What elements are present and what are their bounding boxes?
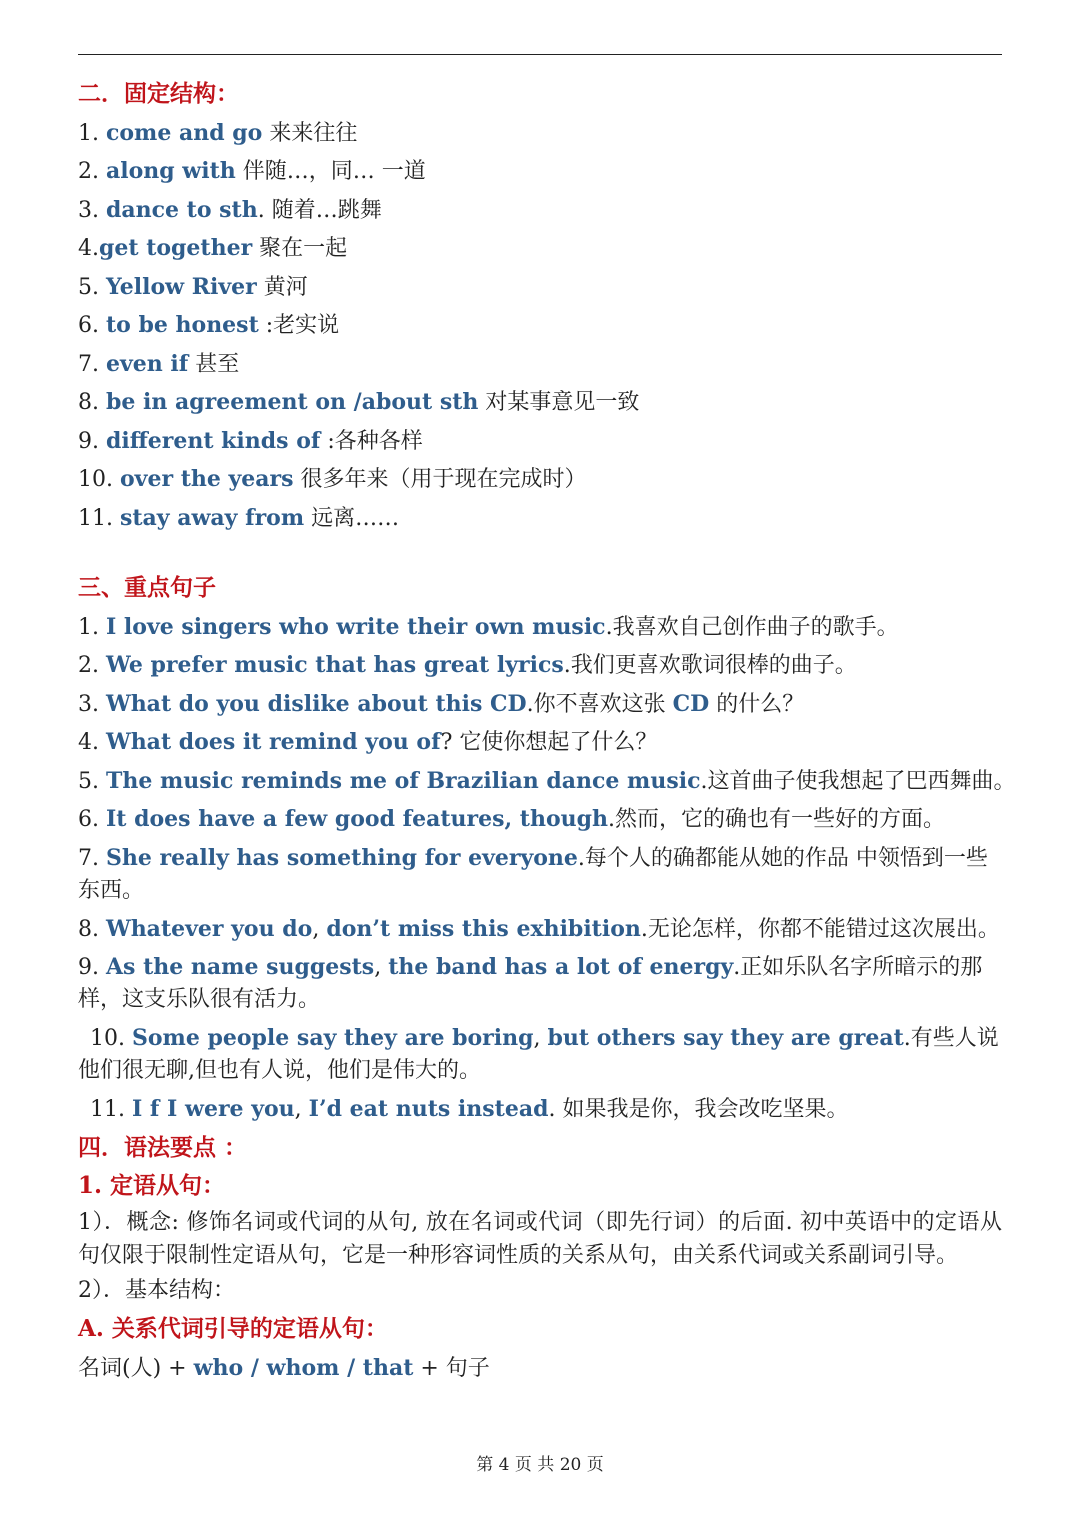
list-item: 2. along with 伴随…，同… 一道 — [78, 158, 426, 184]
sentence-item: 1. I love singers who write their own music.我喜欢自己创作曲子的歌手。 — [78, 613, 899, 640]
list-item: 9. different kinds of :各种各样 — [78, 427, 423, 454]
subheading-attributive-clause: 1. 定语从句： — [78, 1172, 226, 1199]
list-item: 11. stay away from 远离…… — [78, 504, 400, 531]
sentence-item: 11. I f I were you, I’d eat nuts instead. 如果我是你，我会改吃坚果。 — [90, 1096, 849, 1122]
list-item: 1. come and go 来来往往 — [78, 119, 358, 146]
list-item: 5. Yellow River 黄河 — [78, 273, 308, 300]
formula-line: 名词(人) + who / whom / that + 句子 — [78, 1354, 490, 1381]
sentence-item: 5. The music reminds me of Brazilian dance music.这首曲子使我想起了巴西舞曲。 — [78, 767, 1016, 794]
sentence-item: 9. As the name suggests, the band has a lot of energy.正如乐队名字所暗示的那样，这支乐队很有活力。 — [78, 954, 983, 1012]
list-item: 10. over the years 很多年来（用于现在完成时） — [78, 466, 587, 492]
sentence-item: 10. Some people say they are boring, but others say they are great.有些人说他们很无聊,但也有人说，他们是伟大的。 — [78, 1025, 999, 1083]
concept-paragraph: 1）．概念: 修饰名词或代词的从句, 放在名词或代词（即先行词）的后面. 初中英语中的定语从句仅限于限制性定语从句，它是一种形容词性质的关系从句，由关系代词或关系副词引导。 — [78, 1209, 1002, 1268]
header-rule — [78, 54, 1002, 55]
subheading-relative-pronoun: A. 关系代词引导的定语从句： — [78, 1315, 388, 1342]
sentence-item: 2. We prefer music that has great lyrics.我们更喜欢歌词很棒的曲子。 — [78, 652, 857, 678]
list-item: 6. to be honest :老实说 — [78, 312, 340, 338]
sentence-item: 6. It does have a few good features, though.然而，它的确也有一些好的方面。 — [78, 806, 945, 832]
spacer — [78, 537, 1002, 569]
sentence-item: 8. Whatever you do, don’t miss this exhibition.无论怎样，你都不能错过这次展出。 — [78, 915, 1000, 942]
section-heading-key-sentences: 三、重点句子 — [78, 574, 216, 601]
section-heading-fixed-structures: 二．固定结构： — [78, 80, 239, 107]
sentence-item: 3. What do you dislike about this CD.你不喜欢这张 CD 的什么？ — [78, 690, 805, 717]
structure-label: 2）．基本结构： — [78, 1277, 235, 1303]
sentence-item: 7. She really has something for everyone.每个人的确都能从她的作品 中领悟到一些东西。 — [78, 844, 988, 903]
list-item: 7. even if 甚至 — [78, 350, 240, 377]
list-item: 4.get together 聚在一起 — [78, 235, 348, 261]
page-footer: 第 4 页 共 20 页 — [476, 1455, 604, 1475]
list-item: 8. be in agreement on /about sth 对某事意见一致 — [78, 389, 640, 415]
sentence-item: 4. What does it remind you of? 它使你想起了什么？ — [78, 729, 658, 755]
list-item: 3. dance to sth. 随着…跳舞 — [78, 196, 382, 223]
section-heading-grammar: 四．语法要点 ： — [78, 1133, 248, 1161]
page-content — [78, 75, 1016, 1387]
